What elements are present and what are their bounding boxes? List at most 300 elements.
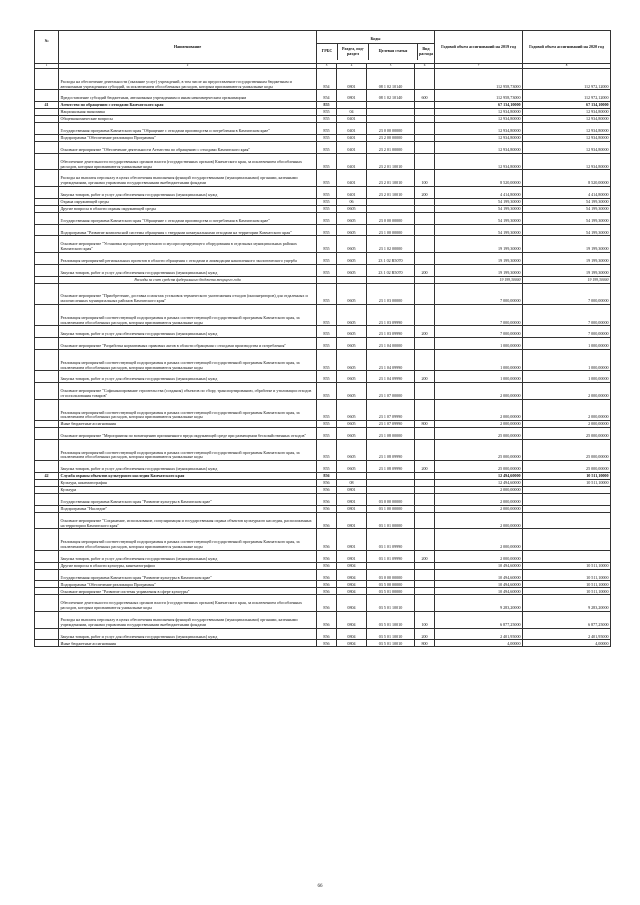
row-number-cell xyxy=(35,123,59,135)
expense-type-cell xyxy=(415,487,435,494)
row-number-cell xyxy=(35,562,59,569)
table-row xyxy=(35,428,611,440)
section-code-cell: 0804 xyxy=(337,612,367,629)
item-name-cell: Основное мероприятие "Установка мусороперегрузочного и мусоросортирующего оборудования в отдельных муниципальных районах Камчатского края" xyxy=(59,236,317,253)
row-number-cell xyxy=(35,224,59,236)
expense-type-cell xyxy=(415,224,435,236)
codes-header xyxy=(317,31,435,64)
row-number-cell xyxy=(35,304,59,325)
target-article-cell xyxy=(367,276,415,283)
section-code-cell: 0605 xyxy=(337,371,367,383)
amount-2019-cell: 8 520,00000 xyxy=(435,170,523,187)
item-name-cell: Государственная программа Камчатского края "Развитие культуры в Камчатском крае" xyxy=(59,494,317,506)
table-row xyxy=(35,595,611,612)
row-number-cell xyxy=(35,134,59,141)
target-article-cell: 03 5 01 10010 xyxy=(367,640,415,647)
row-number-cell xyxy=(35,186,59,198)
amount-2019-cell: 4 414,80000 xyxy=(435,186,523,198)
expense-type-cell xyxy=(415,439,435,460)
table-row xyxy=(35,276,611,283)
amount-2020-cell: 4,00000 xyxy=(523,640,611,647)
section-code-cell: 0605 xyxy=(337,399,367,420)
target-article-cell xyxy=(367,116,415,123)
amount-2020-cell: 67 134,10000 xyxy=(523,102,611,109)
grbs-code-cell: 855 xyxy=(317,264,337,276)
table-row xyxy=(35,90,611,102)
expense-type-cell xyxy=(415,283,435,304)
item-name-cell: Расходы за счет средств федерального бюджета текущего года xyxy=(59,276,317,283)
amount-2020-cell: 10 511,10000 xyxy=(523,588,611,595)
col-2019-header: Годовой объем ассигнований на 2019 год xyxy=(435,31,523,64)
amount-2019-cell: 112 958,73000 xyxy=(435,69,523,90)
expense-type-cell xyxy=(415,569,435,581)
table-row xyxy=(35,461,611,473)
section-code-cell: 0401 xyxy=(337,123,367,135)
amount-2019-cell: 25 000,00000 xyxy=(435,428,523,440)
column-index-cell: 6 xyxy=(415,64,435,69)
expense-type-cell: 200 xyxy=(415,326,435,338)
amount-2020-cell: 19 199,30000 xyxy=(523,264,611,276)
expense-type-cell xyxy=(415,69,435,90)
table-row xyxy=(35,581,611,588)
amount-2020-cell: 12 934,80000 xyxy=(523,116,611,123)
column-index-cell: 8 xyxy=(523,64,611,69)
grbs-code-cell: 855 xyxy=(317,224,337,236)
item-name-cell: Национальная экономика xyxy=(59,109,317,116)
grbs-code-cell: 855 xyxy=(317,153,337,170)
amount-2020-cell: 12 934,80000 xyxy=(523,123,611,135)
col-razdel-header: Раздел, под-раздел xyxy=(338,44,369,60)
expense-type-cell xyxy=(415,116,435,123)
section-code-cell: 0801 xyxy=(337,512,367,529)
row-number-cell xyxy=(35,595,59,612)
grbs-code-cell: 855 xyxy=(317,283,337,304)
expense-type-cell: 800 xyxy=(415,421,435,428)
grbs-code-cell: 856 xyxy=(317,640,337,647)
amount-2019-cell: 12 934,80000 xyxy=(435,153,523,170)
expense-type-cell xyxy=(415,141,435,153)
section-code-cell: 0605 xyxy=(337,338,367,350)
row-number-cell xyxy=(35,116,59,123)
expense-type-cell: 200 xyxy=(415,628,435,640)
amount-2020-cell: 6 877,25000 xyxy=(523,612,611,629)
amount-2020-cell: 7 000,00000 xyxy=(523,326,611,338)
column-index-cell: 3 xyxy=(317,64,337,69)
grbs-code-cell: 855 xyxy=(317,338,337,350)
expense-type-cell xyxy=(415,304,435,325)
amount-2019-cell: 4,00000 xyxy=(435,640,523,647)
amount-2020-cell: 1 000,00000 xyxy=(523,349,611,370)
grbs-code-cell: 856 xyxy=(317,588,337,595)
grbs-code-cell: 856 xyxy=(317,529,337,550)
amount-2019-cell: 54 199,30000 xyxy=(435,198,523,205)
row-number-cell xyxy=(35,198,59,205)
item-name-cell: Иные бюджетные ассигнования xyxy=(59,640,317,647)
amount-2020-cell: 54 199,30000 xyxy=(523,212,611,224)
target-article-cell: 23 1 02 00000 xyxy=(367,236,415,253)
item-name-cell: Другие вопросы в области охраны окружающей среды xyxy=(59,205,317,212)
expense-type-cell xyxy=(415,595,435,612)
amount-2020-cell: 54 199,30000 xyxy=(523,205,611,212)
item-name-cell: Реализация мероприятий соответствующей подпрограммы в рамках соответствующей государственной программы Камчатского края, за исключением обособленных расходов, которым присваиваются уникальные коды xyxy=(59,349,317,370)
table-row xyxy=(35,349,611,370)
section-code-cell: 0605 xyxy=(337,439,367,460)
row-number-cell xyxy=(35,141,59,153)
target-article-cell: 03 1 01 09990 xyxy=(367,550,415,562)
amount-2019-cell: 67 134,10000 xyxy=(435,102,523,109)
expense-type-cell xyxy=(415,505,435,512)
table-row xyxy=(35,205,611,212)
row-number-cell xyxy=(35,529,59,550)
amount-2019-cell: 7 000,00000 xyxy=(435,304,523,325)
table-row xyxy=(35,186,611,198)
row-number-cell xyxy=(35,428,59,440)
item-name-cell: Расходы на обеспечение деятельности (оказание услуг) учреждений, в том числе на предоставление государственным бюджетным и автономным учреждениям субсидий, за исключением обособленных расходов, которым присваиваются уникальные коды xyxy=(59,69,317,90)
expense-type-cell xyxy=(415,399,435,420)
row-number-cell xyxy=(35,170,59,187)
table-row xyxy=(35,550,611,562)
item-name-cell: Основное мероприятие "Развитие системы управления в сфере культуры" xyxy=(59,588,317,595)
target-article-cell: 23 1 00 00000 xyxy=(367,224,415,236)
table-row xyxy=(35,264,611,276)
table-row xyxy=(35,153,611,170)
amount-2020-cell: 8 520,00000 xyxy=(523,170,611,187)
item-name-cell: Подпрограмма "Обеспечение реализации Программы" xyxy=(59,581,317,588)
codes-title: Коды xyxy=(317,35,434,44)
grbs-code-cell: 855 xyxy=(317,123,337,135)
amount-2019-cell: 25 000,00000 xyxy=(435,461,523,473)
amount-2020-cell: 10 511,10000 xyxy=(523,562,611,569)
grbs-code-cell: 855 xyxy=(317,439,337,460)
amount-2020-cell: 25 000,00000 xyxy=(523,439,611,460)
table-body xyxy=(35,64,611,647)
section-code-cell: 0801 xyxy=(337,550,367,562)
section-code-cell: 0804 xyxy=(337,640,367,647)
section-code-cell: 0605 xyxy=(337,383,367,400)
column-index-cell: 5 xyxy=(367,64,415,69)
item-name-cell: Агентство по обращению с отходами Камчатского края xyxy=(59,102,317,109)
row-number-cell xyxy=(35,569,59,581)
target-article-cell: 08 1 02 10140 xyxy=(367,69,415,90)
amount-2019-cell: 112 958,73000 xyxy=(435,90,523,102)
section-code-cell: 0804 xyxy=(337,581,367,588)
target-article-cell: 03 1 00 00000 xyxy=(367,505,415,512)
row-number-cell xyxy=(35,439,59,460)
row-number-cell xyxy=(35,461,59,473)
expense-type-cell xyxy=(415,588,435,595)
amount-2020-cell xyxy=(523,494,611,506)
grbs-code-cell: 856 xyxy=(317,512,337,529)
section-code-cell: 0605 xyxy=(337,236,367,253)
table-row xyxy=(35,102,611,109)
section-code-cell: 0804 xyxy=(337,628,367,640)
section-code-cell: 0401 xyxy=(337,170,367,187)
grbs-code-cell: 855 xyxy=(317,421,337,428)
amount-2020-cell: 9 283,20000 xyxy=(523,595,611,612)
item-name-cell: Служба охраны объектов культурного наследия Камчатского края xyxy=(59,473,317,480)
row-number-cell xyxy=(35,494,59,506)
expense-type-cell xyxy=(415,349,435,370)
item-name-cell: Культура xyxy=(59,487,317,494)
amount-2020-cell: 7 000,00000 xyxy=(523,304,611,325)
grbs-code-cell: 854 xyxy=(317,69,337,90)
expense-type-cell xyxy=(415,205,435,212)
section-code-cell: 04 xyxy=(337,109,367,116)
target-article-cell: 23 2 01 10010 xyxy=(367,170,415,187)
row-number-cell xyxy=(35,421,59,428)
section-code-cell: 08 xyxy=(337,480,367,487)
table-row xyxy=(35,473,611,480)
amount-2020-cell: 54 199,30000 xyxy=(523,198,611,205)
section-code-cell: 0605 xyxy=(337,304,367,325)
section-code-cell: 0401 xyxy=(337,134,367,141)
section-code-cell xyxy=(337,473,367,480)
section-code-cell: 0605 xyxy=(337,461,367,473)
grbs-code-cell: 855 xyxy=(317,304,337,325)
section-code-cell: 0801 xyxy=(337,90,367,102)
item-name-cell: Реализация мероприятий региональных проектов в области обращения с отходами и ликвидации накопленного экологического ущерба xyxy=(59,252,317,264)
grbs-code-cell: 855 xyxy=(317,371,337,383)
item-name-cell: Охрана окружающей среды xyxy=(59,198,317,205)
row-number-cell xyxy=(35,640,59,647)
item-name-cell: Закупка товаров, работ и услуг для обеспечения государственных (муниципальных) нужд xyxy=(59,186,317,198)
target-article-cell xyxy=(367,487,415,494)
amount-2019-cell: 2 000,00000 xyxy=(435,487,523,494)
target-article-cell: 03 5 01 10010 xyxy=(367,628,415,640)
target-article-cell: 23 1 08 09990 xyxy=(367,461,415,473)
amount-2020-cell xyxy=(523,487,611,494)
target-article-cell: 03 0 00 00000 xyxy=(367,569,415,581)
column-index-cell: 1 xyxy=(35,64,59,69)
amount-2019-cell: 54 199,30000 xyxy=(435,212,523,224)
target-article-cell: 23 2 01 00000 xyxy=(367,141,415,153)
row-number-cell xyxy=(35,205,59,212)
item-name-cell: Закупка товаров, работ и услуг для обеспечения государственных (муниципальных) нужд xyxy=(59,264,317,276)
amount-2019-cell: 25 000,00000 xyxy=(435,439,523,460)
grbs-code-cell: 855 xyxy=(317,399,337,420)
row-number-cell xyxy=(35,69,59,90)
item-name-cell: Закупка товаров, работ и услуг для обеспечения государственных (муниципальных) нужд xyxy=(59,326,317,338)
section-code-cell: 0801 xyxy=(337,69,367,90)
section-code-cell: 0804 xyxy=(337,569,367,581)
row-number-cell xyxy=(35,550,59,562)
item-name-cell: Закупка товаров, работ и услуг для обеспечения государственных (муниципальных) нужд xyxy=(59,461,317,473)
amount-2019-cell: 19 199,30000 xyxy=(435,252,523,264)
amount-2019-cell: 10 494,60000 xyxy=(435,588,523,595)
amount-2020-cell: 25 000,00000 xyxy=(523,461,611,473)
table-row xyxy=(35,123,611,135)
expense-type-cell xyxy=(415,102,435,109)
table-row xyxy=(35,512,611,529)
expense-type-cell xyxy=(415,562,435,569)
grbs-code-cell: 855 xyxy=(317,170,337,187)
target-article-cell: 23 1 03 00000 xyxy=(367,283,415,304)
expense-type-cell xyxy=(415,529,435,550)
amount-2019-cell: 2 000,00000 xyxy=(435,383,523,400)
expense-type-cell: 200 xyxy=(415,264,435,276)
target-article-cell: 03 0 00 00000 xyxy=(367,494,415,506)
col-vr-header: Вид расхода xyxy=(419,45,434,56)
expense-type-cell xyxy=(415,212,435,224)
table-row xyxy=(35,569,611,581)
row-number-cell xyxy=(35,383,59,400)
table-row xyxy=(35,487,611,494)
amount-2019-cell: 10 494,60000 xyxy=(435,569,523,581)
grbs-code-cell: 856 xyxy=(317,505,337,512)
item-name-cell: Основное мероприятие "Сохранение, использование, популяризация и государственная охрана объектов культурного наследия, расположенных на территории Камчатского края" xyxy=(59,512,317,529)
target-article-cell: 23 1 03 09990 xyxy=(367,326,415,338)
grbs-code-cell: 856 xyxy=(317,494,337,506)
amount-2019-cell: 12 494,60000 xyxy=(435,473,523,480)
item-name-cell: Обеспечение деятельности государственных органов власти (государственных органов) Камчатского края, за исключением обособленных расходов, которым присваиваются уникальные коды xyxy=(59,153,317,170)
item-name-cell: Основное мероприятие "Приобретение, доставка и монтаж установок термического уничтожения отходов (инсинераторов) для отдаленных и малочисленных муниципальных районов Камчатского края" xyxy=(59,283,317,304)
amount-2020-cell: 10 511,10000 xyxy=(523,480,611,487)
item-name-cell: Закупка товаров, работ и услуг для обеспечения государственных (муниципальных) нужд xyxy=(59,371,317,383)
target-article-cell: 23 2 01 10010 xyxy=(367,153,415,170)
section-code-cell: 0605 xyxy=(337,326,367,338)
col-2020-header: Годовой объем ассигнований на 2020 год xyxy=(523,31,611,64)
amount-2020-cell: 1 000,00000 xyxy=(523,338,611,350)
amount-2020-cell: 12 934,80000 xyxy=(523,109,611,116)
item-name-cell: Предоставление субсидий бюджетным, автономным учреждениям и иным некоммерческим организациям xyxy=(59,90,317,102)
table-row xyxy=(35,326,611,338)
expense-type-cell: 100 xyxy=(415,170,435,187)
table-row xyxy=(35,628,611,640)
row-number-cell xyxy=(35,338,59,350)
amount-2020-cell: 12 934,80000 xyxy=(523,153,611,170)
amount-2020-cell: 54 199,30000 xyxy=(523,224,611,236)
row-number-cell xyxy=(35,480,59,487)
target-article-cell: 03 1 01 00000 xyxy=(367,512,415,529)
section-code-cell: 06 xyxy=(337,198,367,205)
amount-2020-cell: 19 199,30000 xyxy=(523,236,611,253)
amount-2020-cell: 112 972,12000 xyxy=(523,90,611,102)
table-row xyxy=(35,480,611,487)
amount-2019-cell: 2 000,00000 xyxy=(435,550,523,562)
expense-type-cell xyxy=(415,338,435,350)
row-number-cell xyxy=(35,581,59,588)
amount-2020-cell: 25 000,00000 xyxy=(523,428,611,440)
target-article-cell: 03 5 00 00000 xyxy=(367,581,415,588)
table-row xyxy=(35,529,611,550)
row-number-cell xyxy=(35,399,59,420)
expense-type-cell xyxy=(415,109,435,116)
grbs-code-cell: 855 xyxy=(317,349,337,370)
table-row xyxy=(35,612,611,629)
grbs-code-cell: 856 xyxy=(317,595,337,612)
amount-2020-cell: 19 199,30000 xyxy=(523,252,611,264)
target-article-cell xyxy=(367,102,415,109)
target-article-cell: 23 1 02 R5070 xyxy=(367,252,415,264)
row-number-cell xyxy=(35,512,59,529)
section-code-cell: 0605 xyxy=(337,421,367,428)
expense-type-cell: 100 xyxy=(415,612,435,629)
item-name-cell: Реализация мероприятий соответствующей подпрограммы в рамках соответствующей государственной программы Камчатского края, за исключением обособленных расходов, которым присваиваются уникальные коды xyxy=(59,304,317,325)
grbs-code-cell: 855 xyxy=(317,383,337,400)
amount-2019-cell: 54 199,30000 xyxy=(435,224,523,236)
table-row xyxy=(35,304,611,325)
expense-type-cell xyxy=(415,276,435,283)
grbs-code-cell: 856 xyxy=(317,628,337,640)
column-index-cell: 2 xyxy=(59,64,317,69)
row-number-cell xyxy=(35,588,59,595)
grbs-code-cell xyxy=(317,276,337,283)
amount-2019-cell: 12 934,80000 xyxy=(435,134,523,141)
target-article-cell: 23 1 04 09990 xyxy=(367,349,415,370)
grbs-code-cell: 854 xyxy=(317,90,337,102)
grbs-code-cell: 855 xyxy=(317,236,337,253)
section-code-cell xyxy=(337,102,367,109)
amount-2020-cell: 112 972,12000 xyxy=(523,69,611,90)
target-article-cell xyxy=(367,480,415,487)
amount-2019-cell: 2 000,00000 xyxy=(435,529,523,550)
expense-type-cell xyxy=(415,512,435,529)
section-code-cell: 0804 xyxy=(337,588,367,595)
amount-2019-cell: 19 199,30000 xyxy=(435,264,523,276)
expense-type-cell xyxy=(415,581,435,588)
amount-2019-cell: 12 934,80000 xyxy=(435,141,523,153)
section-code-cell: 0605 xyxy=(337,224,367,236)
expense-type-cell xyxy=(415,480,435,487)
target-article-cell: 23 0 00 00000 xyxy=(367,123,415,135)
table-row xyxy=(35,198,611,205)
row-number-cell xyxy=(35,109,59,116)
amount-2020-cell: 10 511,10000 xyxy=(523,569,611,581)
amount-2020-cell: 12 934,80000 xyxy=(523,134,611,141)
target-article-cell: 23 0 00 00000 xyxy=(367,212,415,224)
item-name-cell: Культура, кинематография xyxy=(59,480,317,487)
target-article-cell: 23 1 07 09990 xyxy=(367,421,415,428)
item-name-cell: Закупка товаров, работ и услуг для обеспечения государственных (муниципальных) нужд xyxy=(59,628,317,640)
section-code-cell: 0801 xyxy=(337,505,367,512)
row-number-cell xyxy=(35,371,59,383)
target-article-cell xyxy=(367,205,415,212)
target-article-cell: 03 5 01 10010 xyxy=(367,612,415,629)
section-code-cell: 0801 xyxy=(337,494,367,506)
amount-2019-cell: 12 934,80000 xyxy=(435,109,523,116)
table-row xyxy=(35,116,611,123)
target-article-cell: 03 5 01 00000 xyxy=(367,588,415,595)
expense-type-cell: 200 xyxy=(415,186,435,198)
target-article-cell: 23 1 04 00000 xyxy=(367,338,415,350)
table-row xyxy=(35,421,611,428)
amount-2020-cell xyxy=(523,512,611,529)
amount-2020-cell: 12 934,80000 xyxy=(523,141,611,153)
section-code-cell: 0605 xyxy=(337,349,367,370)
target-article-cell: 03 5 01 10010 xyxy=(367,595,415,612)
section-code-cell: 0401 xyxy=(337,116,367,123)
grbs-code-cell: 856 xyxy=(317,569,337,581)
item-name-cell: Расходы на выплаты персоналу в целях обеспечения выполнения функций государственными (муниципальными) органами, казенными учреждениями, органами управления государственными внебюджетными фондами xyxy=(59,170,317,187)
target-article-cell: 08 1 02 10140 xyxy=(367,90,415,102)
grbs-code-cell: 855 xyxy=(317,428,337,440)
expense-type-cell: 800 xyxy=(415,640,435,647)
column-index-cell: 4 xyxy=(337,64,367,69)
grbs-code-cell: 855 xyxy=(317,252,337,264)
amount-2020-cell: 1 000,00000 xyxy=(523,371,611,383)
grbs-code-cell: 855 xyxy=(317,116,337,123)
target-article-cell: 23 1 02 R5070 xyxy=(367,264,415,276)
table-row xyxy=(35,212,611,224)
amount-2019-cell: 7 000,00000 xyxy=(435,326,523,338)
item-name-cell: Основное мероприятие "Разработка нормативных правовых актов в области обращения с отходами производства и потребления" xyxy=(59,338,317,350)
expense-type-cell xyxy=(415,473,435,480)
target-article-cell: 23 2 01 10010 xyxy=(367,186,415,198)
expense-type-cell xyxy=(415,198,435,205)
col-name-header: Наименование xyxy=(59,31,317,64)
amount-2020-cell: 19 199,30000 xyxy=(523,276,611,283)
item-name-cell: Иные бюджетные ассигнования xyxy=(59,421,317,428)
